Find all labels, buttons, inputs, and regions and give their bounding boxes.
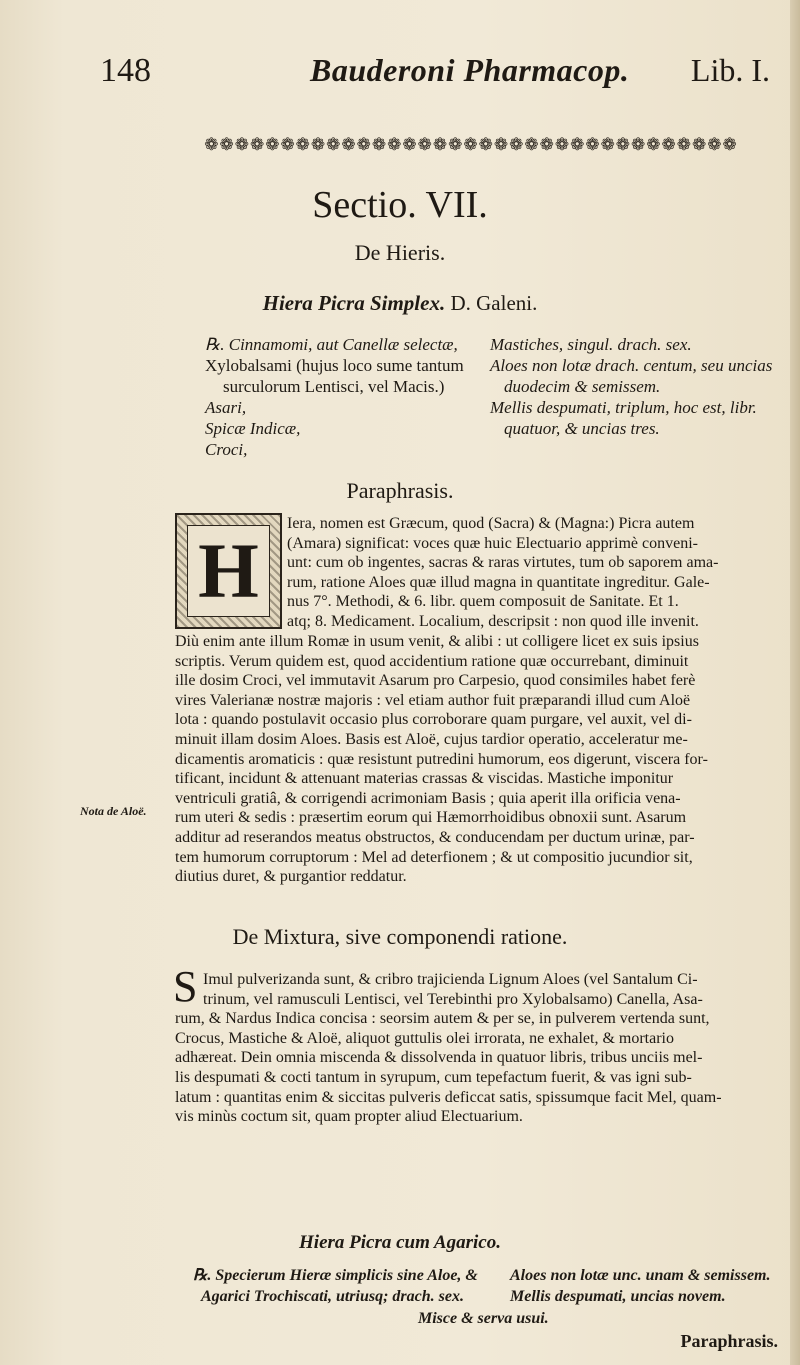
text-line: rum, & Nardus Indica concisa : seorsim autem & per se, in pulverem vertenda sunt,: [175, 1010, 710, 1028]
initial-letter: H: [187, 525, 270, 617]
paragraph-body: [175, 632, 780, 887]
ingredient-line: duodecim & semissem.: [504, 377, 661, 396]
text-line: Diù enim ante illum Romæ in usum venit, & alibi : ut colligere licet ex suis ipsius: [175, 633, 699, 650]
paraphrasis-heading: Paraphrasis.: [346, 478, 454, 503]
text-line: lis despumati & cocti tantum in syrupum, cum tepefactum fuerit, & vas igni sub-: [175, 1068, 692, 1086]
ingredient-line: quatuor, & uncias tres.: [504, 419, 660, 438]
decorated-initial: [175, 513, 282, 629]
ingredient-line: ℞. Cinnamomi, aut Canellæ selectæ,: [205, 335, 458, 354]
section-subtitle: De Hieris.: [354, 240, 446, 265]
page-number: 148: [100, 52, 151, 89]
catchword: Paraphrasis.: [680, 1331, 778, 1351]
text-line: scriptis. Verum quidem est, quod accidentium ratione quæ occurrebant, diminuit: [175, 652, 689, 670]
text-line: unt: cum ob ingentes, sacras & raras virtutes, tum ob saporem ama-: [287, 554, 719, 572]
ingredient-line: Xylobalsami (hujus loco sume tantum: [205, 356, 464, 375]
recipe-title-author: D. Galeni.: [445, 291, 538, 315]
text-line: Crocus, Mastiche & Aloë, aliquot guttulis olei irrorata, ne exhalet, & mortario: [175, 1029, 674, 1047]
mixtura-heading: De Mixtura, sive componendi ratione.: [232, 924, 568, 949]
text-line: atq; 8. Medicament. Localium, descripsit : non quod ille invenit.: [287, 612, 699, 630]
text-line: (Amara) significat: voces quæ huic Electuario apprimè conveni-: [287, 534, 698, 552]
text-line: tem humorum corruptorum : Mel ad deterfionem ; & ut compositio jucundior sit,: [175, 848, 693, 866]
paragraph-mixtura: [175, 970, 780, 1127]
recipe-ingredients-left: [205, 334, 490, 460]
text-line: nus 7°. Methodi, & 6. libr. quem composuit de Sanitate. Et 1.: [287, 593, 679, 611]
ingredient-line: Asari,: [205, 398, 247, 417]
recipe2-instruction: Misce & serva usui.: [418, 1310, 549, 1327]
margin-note: Nota de Aloë.: [80, 804, 147, 818]
text-line: trinum, vel ramusculi Lentisci, vel Terebinthi pro Xylobalsamo) Canella, Asa-: [203, 990, 703, 1008]
text-line: rum, ratione Aloes quæ illud magna in quantitate ingreditur. Gale-: [287, 573, 710, 591]
ingredient-line: ℞. Specierum Hieræ simplicis sine Aloe, &: [193, 1267, 478, 1284]
book-number: Lib. I.: [690, 52, 770, 88]
text-line: lota : quando postulavit occasio plus corroborare quam purgare, vel auxit, vel di-: [175, 711, 692, 729]
text-line: adhæreat. Dein omnia miscenda & dissolvenda in quatuor libris, tribus unciis mel-: [175, 1049, 703, 1067]
recipe2-title: Hiera Picra cum Agarico.: [299, 1232, 501, 1253]
ingredient-line: Croci,: [205, 440, 248, 459]
ingredient-line: Aloes non lotæ unc. unam & semissem.: [510, 1267, 771, 1284]
recipe-ingredients-right: [490, 334, 780, 439]
ingredient-line: surculorum Lentisci, vel Macis.): [223, 377, 445, 396]
text-line: ventriculi gratiâ, & corrigendi acrimoniam Basis ; quia aperit illa orificia vena-: [175, 789, 681, 807]
text-line: additur ad reserandos meatus obstructos, & conducendam per ductum urinæ, par-: [175, 828, 695, 846]
text-line: ille dosim Croci, vel immutavit Asarum pro Carpesio, quod consimiles habet ferè: [175, 672, 696, 690]
text-line: minuit illam dosim Aloes. Basis est Aloë, cujus tardior operatio, acceleratur me-: [175, 730, 688, 748]
ingredient-line: Aloes non lotæ drach. centum, seu uncias: [490, 356, 773, 375]
text-line: diutius duret, & purgantior reddatur.: [175, 868, 407, 886]
ornamental-border: ❁❁❁❁❁❁❁❁❁❁❁❁❁❁❁❁❁❁❁❁❁❁❁❁❁❁❁❁❁❁❁❁❁❁❁: [204, 135, 738, 155]
paragraph-indented: [287, 514, 777, 632]
initial-letter-s: S: [173, 962, 198, 1011]
text-line: vis minùs coctum sit, quam propter aliud Electuarium.: [175, 1108, 523, 1126]
recipe2-ingredients-left: [193, 1265, 513, 1307]
running-header: [80, 52, 770, 96]
ingredient-line: Mellis despumati, triplum, hoc est, libr.: [490, 398, 757, 417]
text-line: tificant, incidunt & attenuant materias crassas & viscidas. Mastiche imponitur: [175, 770, 674, 788]
text-line: vires Valerianæ nostræ majoris : vel etiam author fuit præparandi illud cum Aloë: [175, 691, 691, 709]
text-line: rum uteri & sedis : præsertim eorum qui Hæmorrhoidibus obnoxii sunt. Asarum: [175, 809, 687, 827]
recipe2-ingredients-right: [510, 1265, 780, 1307]
running-title: Bauderoni Pharmacop.: [310, 52, 630, 88]
recipe-title: [0, 291, 800, 316]
text-line: latum : quantitas enim & siccitas pulveris deficcat satis, spissumque facit Mel, quam-: [175, 1088, 722, 1106]
text-line: Iera, nomen est Græcum, quod (Sacra) & (Magna:) Picra autem: [287, 515, 695, 532]
ingredient-line: Mellis despumati, uncias novem.: [510, 1288, 726, 1305]
ingredient-line: Spicæ Indicæ,: [205, 419, 301, 438]
ingredient-line: Mastiches, singul. drach. sex.: [490, 335, 692, 354]
text-line: Imul pulverizanda sunt, & cribro trajicienda Lignum Aloes (vel Santalum Ci-: [203, 971, 698, 988]
section-title: Sectio. VII.: [312, 184, 488, 226]
ingredient-line: Agarici Trochiscati, utriusq; drach. sex.: [201, 1288, 464, 1305]
text-line: dicamentis aromaticis : quæ resistunt putredini humorum, eos digerunt, viscera for-: [175, 750, 708, 768]
recipe-title-name: Hiera Picra Simplex.: [262, 291, 446, 315]
